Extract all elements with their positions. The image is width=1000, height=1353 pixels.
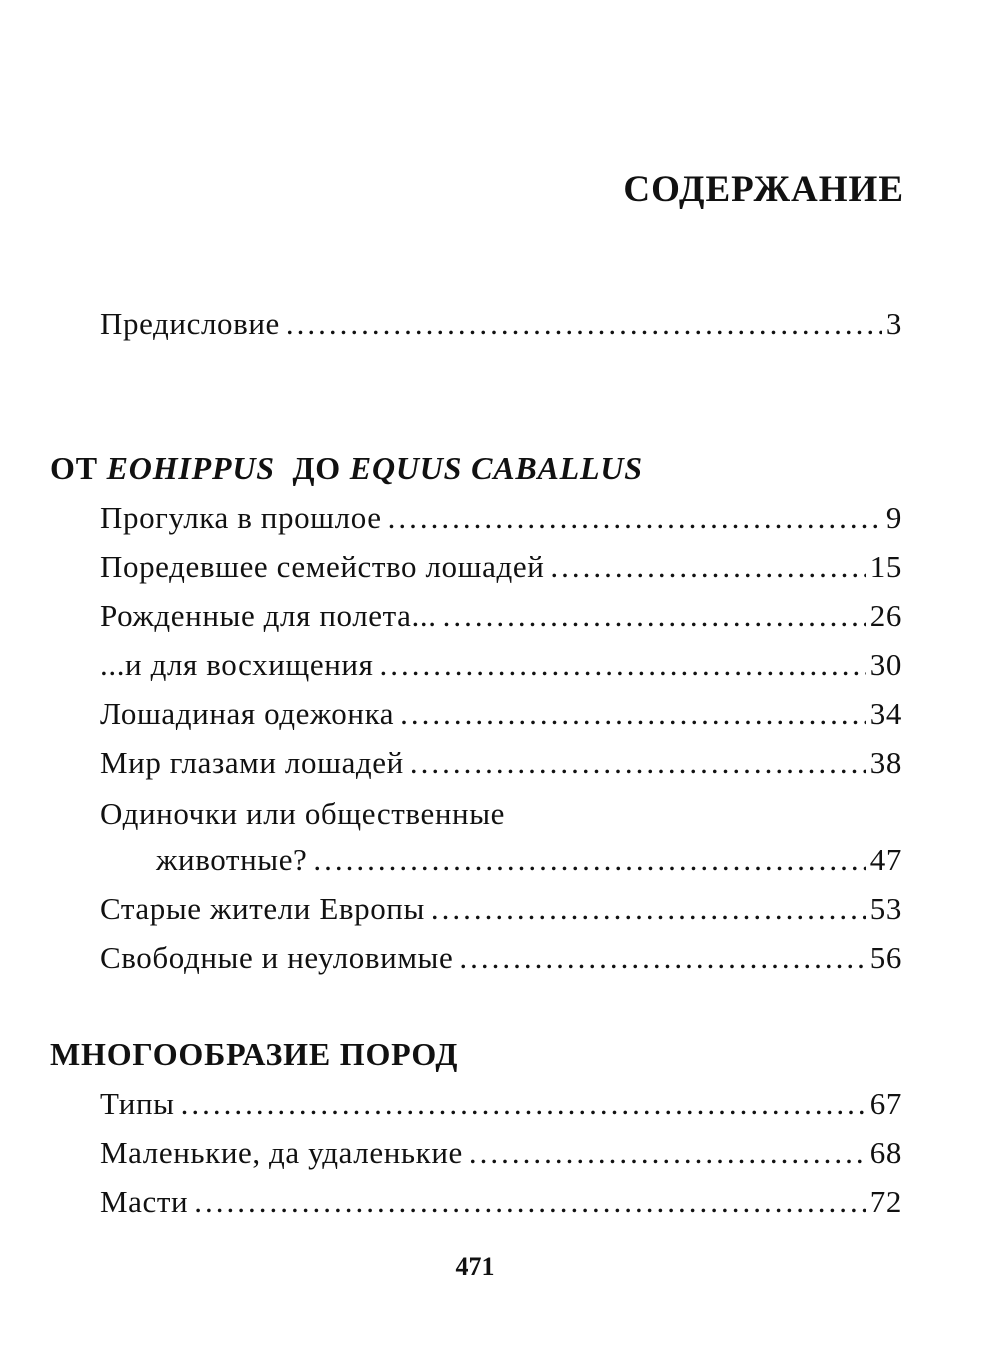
toc-entry[interactable] [100, 647, 902, 691]
toc-entry-page: 67 [869, 1086, 902, 1121]
page-number: 471 [455, 1252, 495, 1281]
toc-entry-page: 38 [869, 745, 902, 780]
toc-entry-page: 72 [869, 1184, 902, 1219]
toc-entry[interactable] [100, 1086, 902, 1130]
dot-leader [379, 647, 865, 683]
dot-leader [313, 842, 865, 878]
toc-entry-label: Поредевшее семейство лошадей [100, 549, 545, 584]
dot-leader [400, 696, 866, 732]
section-heading-1 [50, 450, 643, 487]
section-heading-prefix: ОТ [50, 450, 98, 486]
toc-entry-page: 26 [869, 598, 902, 633]
toc-entry-page: 56 [869, 940, 902, 975]
toc-entry-page: 15 [869, 549, 902, 584]
toc-entry-page: 53 [869, 891, 902, 926]
dot-leader [431, 891, 866, 927]
section-heading-term-1: EOHIPPUS [106, 450, 275, 486]
toc-entry-label: Лошадиная одежонка [100, 696, 395, 731]
toc-entry[interactable] [100, 745, 902, 789]
toc-entry[interactable] [100, 891, 902, 935]
toc-entry-label: Предисловие [100, 306, 280, 341]
dot-leader [550, 549, 865, 585]
toc-entry[interactable] [100, 1135, 902, 1179]
toc-entry-label: Типы [100, 1086, 175, 1121]
toc-entry[interactable] [100, 1184, 902, 1228]
dot-leader [194, 1184, 866, 1220]
toc-entry-page: 3 [885, 306, 902, 341]
section-heading-term-2: EQUUS CABALLUS [349, 450, 643, 486]
toc-entry-label: Маленькие, да удаленькие [100, 1135, 463, 1170]
toc-entry[interactable] [100, 598, 902, 642]
toc-entry-label: Прогулка в прошлое [100, 500, 382, 535]
toc-entry-label: ...и для восхищения [100, 647, 374, 682]
toc-entry-label: Масти [100, 1184, 189, 1219]
toc-entry-page: 68 [869, 1135, 902, 1170]
toc-entry[interactable] [100, 940, 902, 984]
page-title: СОДЕРЖАНИЕ [623, 169, 904, 210]
toc-entry-page: 34 [869, 696, 902, 731]
toc-entry[interactable] [100, 842, 902, 886]
dot-leader [181, 1086, 866, 1122]
dot-leader [410, 745, 866, 781]
toc-entry-page: 47 [869, 842, 902, 877]
toc-entry-page: 9 [885, 500, 902, 535]
toc-entry-label-line-1[interactable]: Одиночки или общественные [100, 796, 505, 831]
dot-leader [286, 306, 882, 342]
dot-leader [388, 500, 882, 536]
section-heading-2: МНОГООБРАЗИЕ ПОРОД [50, 1036, 459, 1072]
toc-entry-label: Рожденные для полета... [100, 598, 437, 633]
toc-entry-label: Мир глазами лошадей [100, 745, 404, 780]
toc-entry[interactable] [100, 549, 902, 593]
toc-entry-label: Старые жители Европы [100, 891, 425, 926]
toc-entry[interactable] [100, 500, 902, 544]
dot-leader [443, 598, 866, 634]
dot-leader [459, 940, 865, 976]
dot-leader [469, 1135, 866, 1171]
toc-entry-page: 30 [869, 647, 902, 682]
toc-entry-label-continuation: животные? [156, 842, 308, 877]
toc-entry-preface[interactable] [100, 306, 902, 350]
section-heading-middle: ДО [292, 450, 341, 486]
toc-entry[interactable] [100, 696, 902, 740]
toc-entry-label: Свободные и неуловимые [100, 940, 454, 975]
